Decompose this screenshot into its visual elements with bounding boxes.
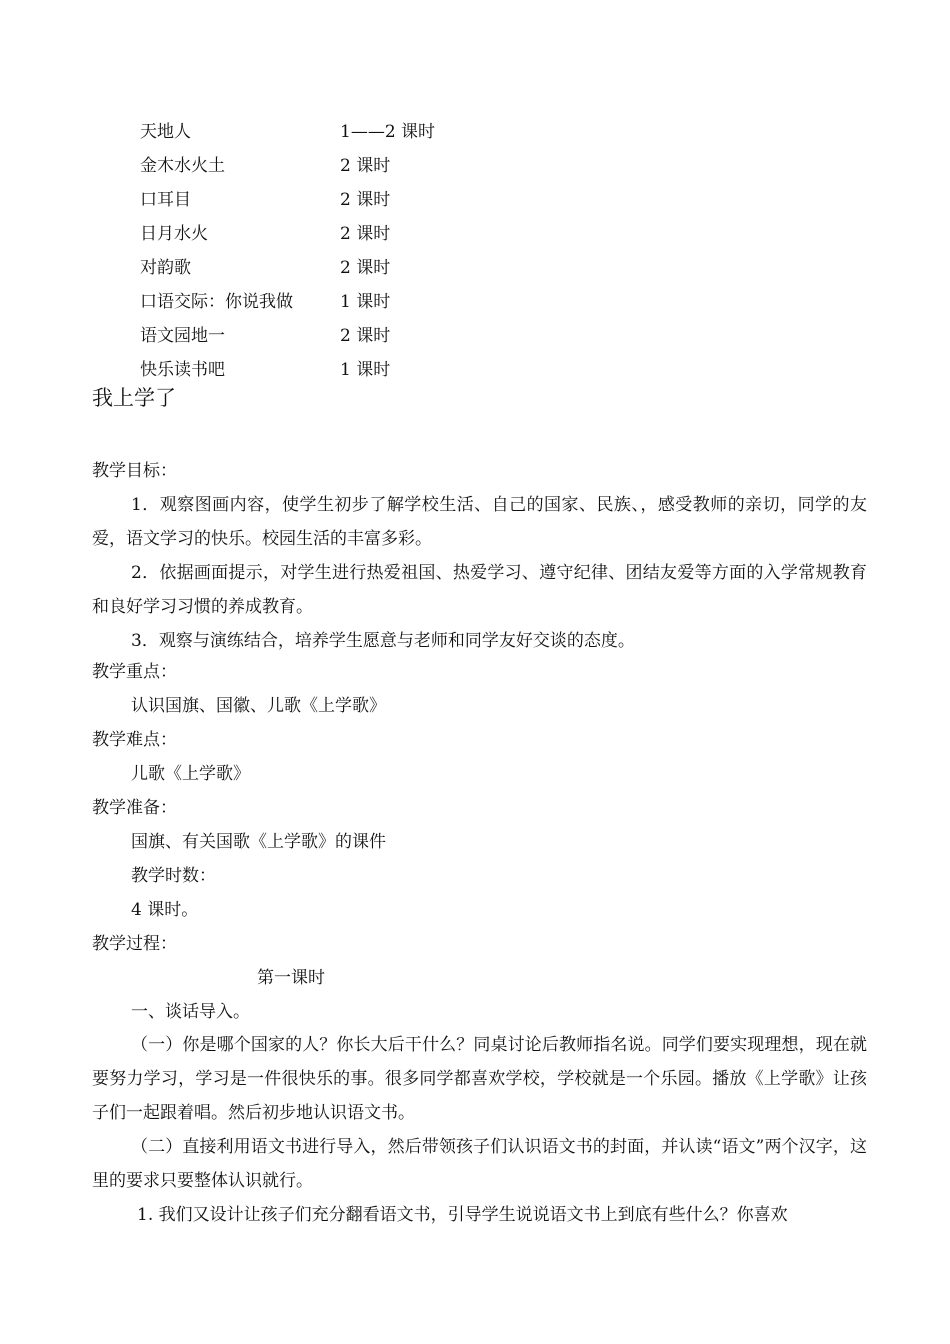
hours-text: 4 课时。 xyxy=(131,900,199,920)
hours-heading: 教学时数： xyxy=(131,866,216,886)
key-points-heading: 教学重点： xyxy=(92,662,177,682)
schedule-hours: 2 课时 xyxy=(340,326,391,346)
schedule-hours: 1 课时 xyxy=(340,360,391,380)
schedule-lesson: 口语交际：你说我做 xyxy=(140,292,293,312)
lesson-title: 我上学了 xyxy=(92,386,176,410)
schedule-hours: 2 课时 xyxy=(340,156,391,176)
process-paragraph: 1. 我们又设计让孩子们充分翻看语文书，引导学生说说语文书上到底有些什么？你喜欢 xyxy=(137,1205,788,1225)
schedule-lesson: 口耳目 xyxy=(140,190,191,210)
schedule-lesson: 快乐读书吧 xyxy=(140,360,225,380)
schedule-hours: 1——2 课时 xyxy=(340,122,436,142)
process-heading: 教学过程： xyxy=(92,934,177,954)
preparation-text: 国旗、有关国歌《上学歌》的课件 xyxy=(131,832,386,852)
schedule-hours: 1 课时 xyxy=(340,292,391,312)
schedule-hours: 2 课时 xyxy=(340,190,391,210)
process-paragraph: （二）直接利用语文书进行导入，然后带领孩子们认识语文书的封面，并认读“语文”两个汉字，这里的要求只要整体认识就行。 xyxy=(92,1137,867,1191)
goal-item: 3．观察与演练结合，培养学生愿意与老师和同学友好交谈的态度。 xyxy=(131,631,635,651)
schedule-lesson: 语文园地一 xyxy=(140,326,225,346)
schedule-lesson: 对韵歌 xyxy=(140,258,191,278)
difficulties-text: 儿歌《上学歌》 xyxy=(131,764,250,784)
goal-item: 2．依据画面提示，对学生进行热爱祖国、热爱学习、遵守纪律、团结友爱等方面的入学常规教育和良好学习习惯的养成教育。 xyxy=(92,563,867,617)
preparation-heading: 教学准备： xyxy=(92,798,177,818)
section-heading: 一、谈话导入。 xyxy=(131,1002,250,1022)
schedule-hours: 2 课时 xyxy=(340,224,391,244)
schedule-hours: 2 课时 xyxy=(340,258,391,278)
goals-heading: 教学目标： xyxy=(92,461,177,481)
goal-item: 1．观察图画内容，使学生初步了解学校生活、自己的国家、民族、，感受教师的亲切，同学的友爱，语文学习的快乐。校园生活的丰富多彩。 xyxy=(92,495,867,549)
process-paragraph: （一）你是哪个国家的人？你长大后干什么？同桌讨论后教师指名说。同学们要实现理想，现在就要努力学习，学习是一件很快乐的事。很多同学都喜欢学校，学校就是一个乐园。播放《上学歌》让孩子们一起跟着唱。然后初步地认识语文书。 xyxy=(92,1035,867,1123)
key-points-text: 认识国旗、国徽、儿歌《上学歌》 xyxy=(131,696,386,716)
schedule-lesson: 日月水火 xyxy=(140,224,208,244)
schedule-lesson: 天地人 xyxy=(140,122,191,142)
difficulties-heading: 教学难点： xyxy=(92,730,177,750)
schedule-lesson: 金木水火土 xyxy=(140,156,225,176)
period-title: 第一课时 xyxy=(257,968,325,988)
